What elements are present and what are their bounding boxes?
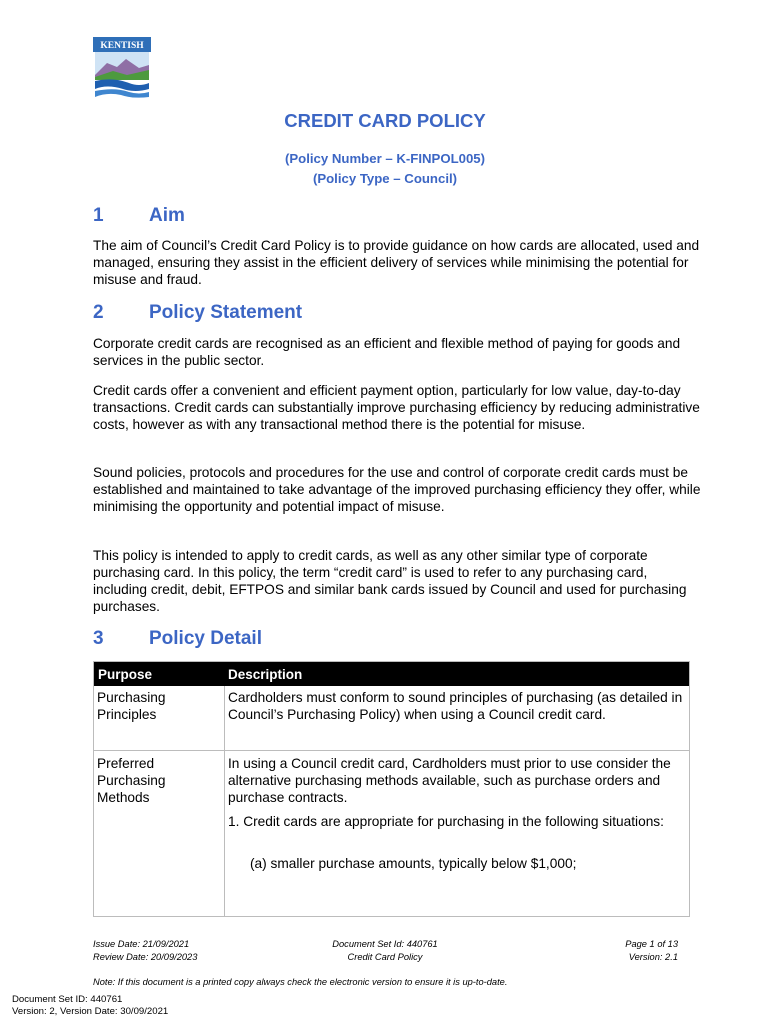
- section-number: 1: [93, 205, 104, 226]
- section-heading-aim: [93, 205, 185, 227]
- stamp-version: Version: 2, Version Date: 30/09/2021: [12, 1005, 169, 1017]
- version: Version: 2.1: [628, 952, 678, 962]
- policy-statement-paragraph-2: Credit cards offer a convenient and efficient payment option, particularly for low value, day-to-day transactions. Credit cards can substantially improve purchasing efficiency by reducing administrative costs, however as with any transactional method there is the potential for misuse.: [93, 383, 700, 432]
- footer-note: Note: If this document is a printed copy always check the electronic version to ensure it is up-to-date.: [93, 977, 508, 987]
- document-set-id: Document Set Id: 440761: [332, 939, 438, 949]
- policy-statement-paragraph-1: Corporate credit cards are recognised as an efficient and flexible method of paying for goods and services in the public sector.: [93, 336, 681, 368]
- table-header: [94, 662, 689, 686]
- document-name: Credit Card Policy: [347, 952, 423, 962]
- policy-type: (Policy Type – Council): [312, 171, 458, 186]
- footer-dates: [93, 938, 197, 964]
- page-number: Page 1 of 13: [625, 939, 678, 949]
- policy-statement-paragraph-4: This policy is intended to apply to credit cards, as well as any other similar type of corporate purchasing card. In this policy, the term “credit card” is used to refer to any purchasing card, including credit, debit, EFTPOS and similar bank cards issued by Council and used for purchasing purchases.: [93, 548, 687, 614]
- section-title: Policy Statement: [149, 302, 303, 323]
- header-description: Description: [228, 667, 303, 682]
- table-cell-description: Cardholders must conform to sound principles of purchasing (as detailed in Council’s Purchasing Policy) when using a Council credit card.: [228, 690, 683, 722]
- table-cell-purpose: Purchasing Principles: [97, 690, 166, 722]
- section-title: Policy Detail: [149, 628, 262, 649]
- row-divider: [94, 750, 689, 751]
- section-heading-policy-detail: [93, 628, 262, 650]
- aim-paragraph: The aim of Council’s Credit Card Policy is to provide guidance on how cards are allocated, used and managed, ensuring they assist in the efficient delivery of services while minimising the potential for misuse and fraud.: [93, 238, 700, 287]
- footer-page: [560, 938, 678, 964]
- issue-date: Issue Date: 21/09/2021: [93, 939, 190, 949]
- document-title: CREDIT CARD POLICY: [284, 110, 486, 131]
- document-stamp: [12, 994, 168, 1017]
- council-logo: [93, 37, 151, 99]
- stamp-doc-id: Document Set ID: 440761: [12, 994, 123, 1005]
- review-date: Review Date: 20/09/2023: [93, 952, 198, 962]
- footer-document: [285, 938, 485, 964]
- section-heading-policy-statement: [93, 302, 302, 324]
- policy-statement-paragraph-3: Sound policies, protocols and procedures for the use and control of corporate credit cards must be established and maintained to take advantage of the improved purchasing efficiency they offer, while minimising the opportunity and potential impact of misuse.: [93, 465, 701, 514]
- list-item: 1. Credit cards are appropriate for purchasing in the following situations:: [228, 814, 664, 829]
- header-purpose: Purpose: [98, 667, 153, 682]
- table-cell-purpose: Preferred Purchasing Methods: [97, 756, 166, 805]
- section-number: 2: [93, 302, 104, 323]
- logo-text: KENTISH: [100, 41, 144, 51]
- section-number: 3: [93, 628, 104, 649]
- section-title: Aim: [149, 205, 185, 226]
- policy-number: (Policy Number – K-FINPOL005): [284, 151, 486, 166]
- sub-list-item: (a) smaller purchase amounts, typically below $1,000;: [250, 856, 577, 871]
- column-divider: [224, 686, 225, 916]
- policy-detail-table: [93, 661, 690, 917]
- table-cell-description: In using a Council credit card, Cardholders must prior to use consider the alternative purchasing methods available, such as purchase orders and purchase contracts.: [228, 756, 671, 805]
